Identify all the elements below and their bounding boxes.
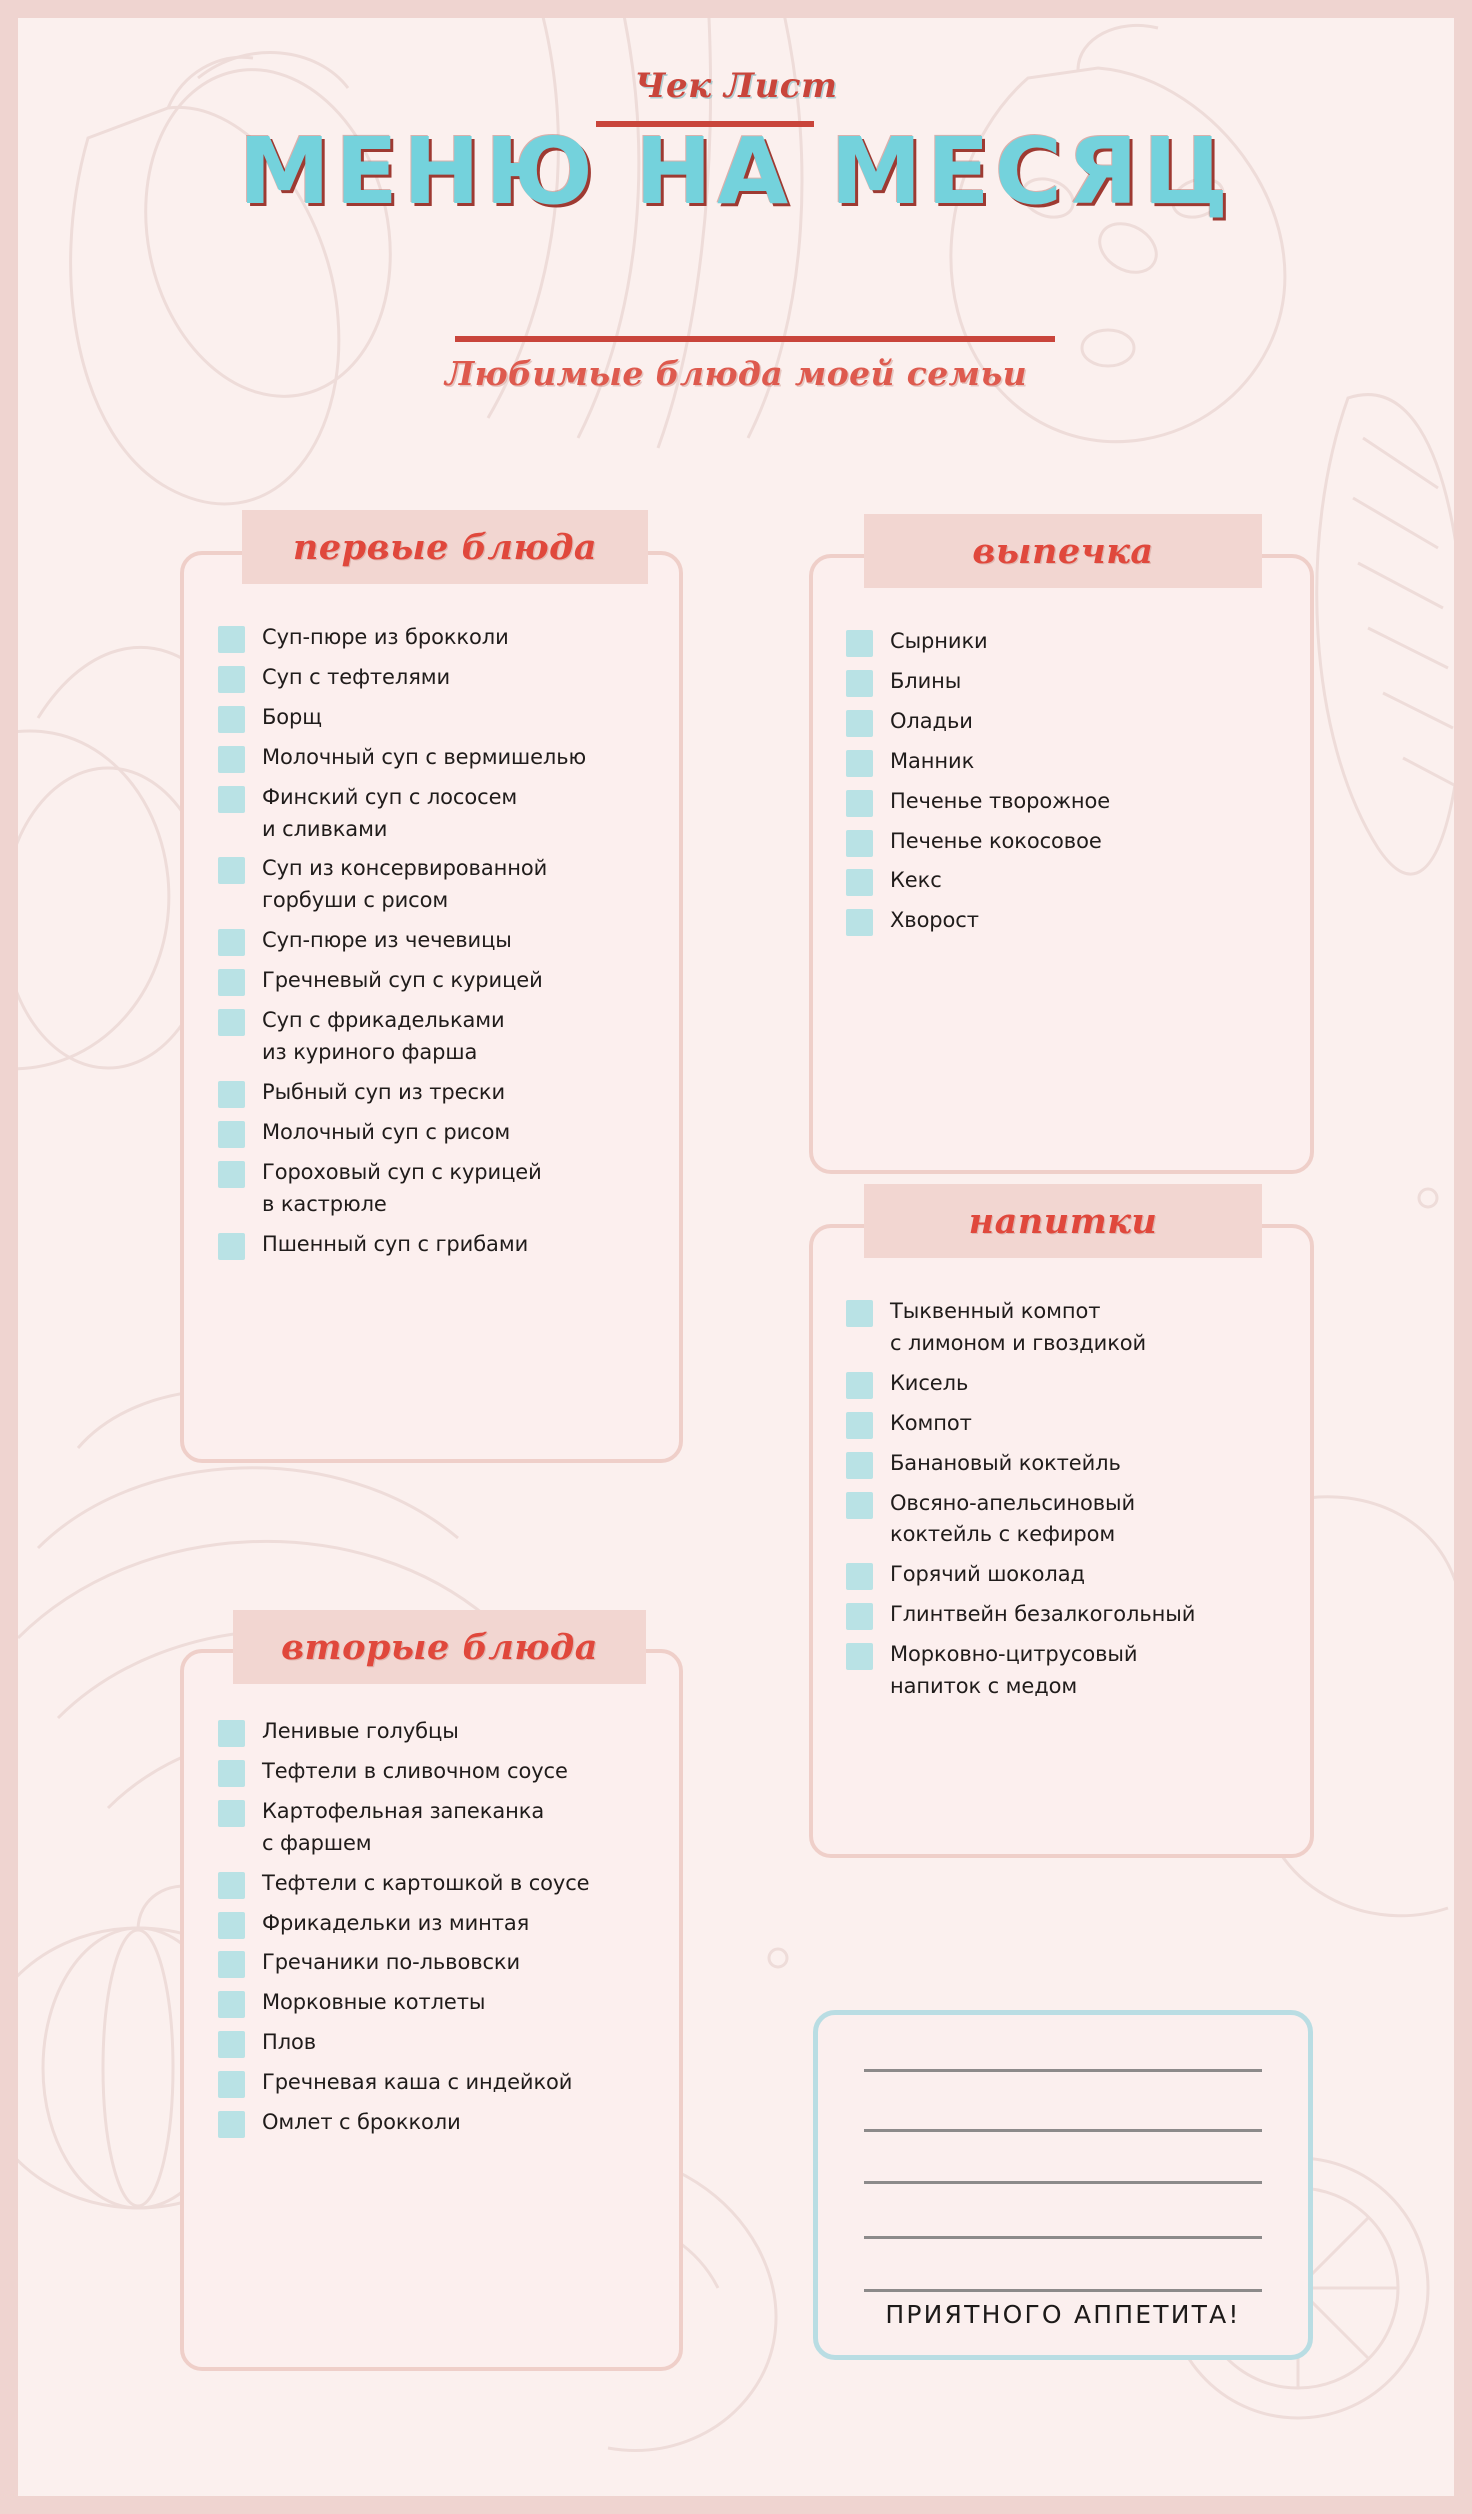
checkbox-icon[interactable] [846,630,873,657]
section-title-main-courses: вторые блюда [281,1626,598,1668]
list-item[interactable] [218,925,678,957]
list-item[interactable] [218,1117,678,1149]
list-item-label: Молочный суп с рисом [262,1119,511,1144]
list-item-label: Сырники [890,629,988,653]
note-line[interactable] [864,2289,1262,2292]
checkbox-icon[interactable] [218,2111,245,2138]
section-header-first-courses [242,510,648,584]
list-item[interactable] [218,1947,678,1979]
list-item-label: Суп с тефтелями [262,664,451,689]
list-item[interactable] [218,1868,678,1900]
list-item-label: Печенье творожное [890,788,1111,813]
list-item-label: Хворост [890,908,979,933]
checkbox-icon[interactable] [218,1161,245,1188]
eyebrow-label: Чек Лист [634,66,838,106]
list-item[interactable] [846,786,1296,818]
list-item-label: Компот [890,1410,972,1435]
section-header-drinks [864,1184,1262,1258]
checkbox-icon[interactable] [846,1492,873,1519]
list-item-label: Кекс [890,868,942,893]
checkbox-icon[interactable] [218,1720,245,1747]
checkbox-icon[interactable] [218,2071,245,2098]
checkbox-icon[interactable] [846,830,873,857]
list-item[interactable] [218,1796,678,1860]
list-item[interactable] [846,1296,1306,1360]
list-item-label: Гречневый суп с курицей [262,968,543,993]
checkbox-icon[interactable] [218,1872,245,1899]
section-title-first-courses: первые блюда [292,526,598,568]
list-item[interactable] [846,626,1296,658]
checkbox-icon[interactable] [218,1951,245,1978]
checkbox-icon[interactable] [218,1081,245,1108]
list-item[interactable] [218,1157,678,1221]
checkbox-icon[interactable] [218,666,245,693]
checkbox-icon[interactable] [218,1912,245,1939]
list-item-label: Гречневая каша с индейкой [262,2070,573,2095]
checkbox-icon[interactable] [218,857,245,884]
list-item-label: Горячий шоколад [890,1562,1085,1587]
list-item-label: Морковные котлеты [262,1990,486,2015]
note-line[interactable] [864,2069,1262,2072]
checkbox-icon[interactable] [218,746,245,773]
list-item[interactable] [218,662,678,694]
list-item-label: Оладьи [890,708,973,733]
page-subtitle: Любимые блюда моей семьи [444,354,1028,393]
note-line[interactable] [864,2236,1262,2239]
list-item[interactable] [218,1077,678,1109]
list-item[interactable] [218,1908,678,1940]
list-item[interactable] [846,1488,1306,1552]
list-item-label: Пшенный суп с грибами [262,1231,529,1256]
list-item[interactable] [218,2027,678,2059]
list-item-label: Тыквенный компот с лимоном и гвоздикой [890,1299,1147,1355]
list-item[interactable] [218,742,678,774]
list-item[interactable] [218,782,678,846]
list-item-label: Гречаники по-львовски [262,1950,521,1975]
checkbox-icon[interactable] [846,1603,873,1630]
list-item[interactable] [218,965,678,997]
checkbox-icon[interactable] [846,790,873,817]
divider-bottom [455,336,1055,342]
list-item-label: Блины [890,668,962,693]
checkbox-icon[interactable] [846,1563,873,1590]
bon-appetit-label: ПРИЯТНОГО АППЕТИТА! [885,2300,1241,2329]
list-item-label: Манник [890,748,975,773]
list-item[interactable] [846,826,1296,858]
list-item[interactable] [218,702,678,734]
checkbox-icon[interactable] [846,670,873,697]
checkbox-icon[interactable] [846,1412,873,1439]
list-item[interactable] [218,853,678,917]
list-item-label: Суп из консервированной горбуши с рисом [262,856,548,913]
list-item-label: Морковно-цитрусовый напиток с медом [890,1642,1138,1699]
checkbox-icon[interactable] [218,786,245,813]
checkbox-icon[interactable] [846,909,873,936]
list-main-courses [218,1716,678,2147]
section-title-drinks: напитки [968,1200,1158,1242]
page-title: МЕНЮ НА МЕСЯЦ [238,118,1234,225]
note-line[interactable] [864,2181,1262,2184]
list-item[interactable] [218,1229,678,1261]
list-first-courses [218,622,678,1268]
list-item-label: Финский суп с лососем и сливками [262,784,518,841]
list-item-label: Борщ [262,704,322,729]
list-drinks [846,1296,1306,1711]
list-item-label: Суп-пюре из брокколи [262,625,509,649]
list-item[interactable] [218,1716,678,1748]
list-item[interactable] [218,622,678,654]
list-item-label: Гороховый суп с курицей в кастрюле [262,1159,542,1216]
checkbox-icon[interactable] [218,929,245,956]
list-item-label: Молочный суп с вермишелью [262,744,587,769]
list-item[interactable] [846,1559,1306,1591]
checkbox-icon[interactable] [218,1009,245,1036]
checkbox-icon[interactable] [218,626,245,653]
list-item-label: Омлет с брокколи [262,2110,461,2135]
notes-card[interactable] [813,2010,1313,2360]
list-baking [846,626,1296,945]
list-item-label: Глинтвейн безалкогольный [890,1602,1196,1627]
checkbox-icon[interactable] [218,2031,245,2058]
checkbox-icon[interactable] [846,1643,873,1670]
list-item[interactable] [218,1987,678,2019]
section-header-baking [864,514,1262,588]
note-line[interactable] [864,2129,1262,2132]
checkbox-icon[interactable] [218,969,245,996]
list-item-label: Фрикадельки из минтая [262,1910,530,1935]
list-item[interactable] [846,1408,1306,1440]
checkbox-icon[interactable] [218,1800,245,1827]
list-item-label: Тефтели в сливочном соусе [262,1758,568,1783]
checkbox-icon[interactable] [846,750,873,777]
checkbox-icon[interactable] [218,1121,245,1148]
list-item[interactable] [846,666,1296,698]
checkbox-icon[interactable] [846,869,873,896]
checkbox-icon[interactable] [218,1991,245,2018]
list-item[interactable] [846,1639,1306,1703]
checkbox-icon[interactable] [846,1452,873,1479]
list-item[interactable] [218,1756,678,1788]
page-sheet [18,18,1454,2496]
list-item-label: Печенье кокосовое [890,828,1102,853]
list-item[interactable] [846,1599,1306,1631]
checkbox-icon[interactable] [846,710,873,737]
list-item[interactable] [846,746,1296,778]
checkbox-icon[interactable] [218,1760,245,1787]
list-item[interactable] [846,865,1296,897]
section-title-baking: выпечка [972,530,1154,572]
list-item[interactable] [846,1448,1306,1480]
list-item-label: Картофельная запеканка с фаршем [262,1798,545,1855]
section-header-main-courses [233,1610,646,1684]
list-item-label: Суп-пюре из чечевицы [262,928,512,953]
list-item-label: Овсяно-апельсиновый коктейль с кефиром [890,1490,1136,1547]
list-item[interactable] [218,2067,678,2099]
list-item-label: Суп с фрикадельками из куриного фарша [262,1008,505,1064]
list-item[interactable] [218,1005,678,1069]
list-item[interactable] [846,1368,1306,1400]
checkbox-icon[interactable] [218,1233,245,1260]
list-item-label: Ленивые голубцы [262,1719,459,1743]
list-item-label: Рыбный суп из трески [262,1079,506,1104]
checkbox-icon[interactable] [846,1300,873,1327]
list-item-label: Плов [262,2030,317,2055]
list-item[interactable] [846,706,1296,738]
checkbox-icon[interactable] [218,706,245,733]
list-item[interactable] [218,2107,678,2139]
list-item-label: Банановый коктейль [890,1450,1121,1475]
list-item-label: Тефтели с картошкой в соусе [262,1870,590,1895]
checkbox-icon[interactable] [846,1372,873,1399]
list-item[interactable] [846,905,1296,937]
list-item-label: Кисель [890,1370,969,1395]
